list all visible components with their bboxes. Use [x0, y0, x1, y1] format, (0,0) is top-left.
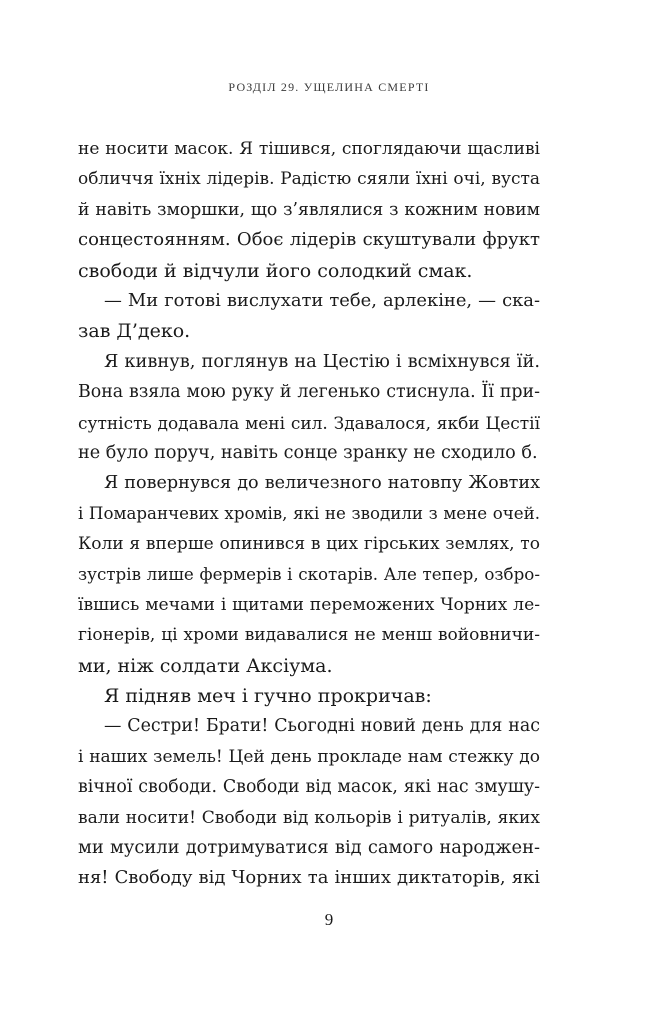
text-line: ми, ніж солдати Аксіума. [78, 654, 333, 677]
text-line: свободи й відчули його солодкий смак. [78, 259, 473, 282]
text-line: Я повернувся до величезного натовпу Жовтих [104, 473, 540, 494]
page-number: 9 [324, 910, 334, 929]
text-line: ми мусили дотримуватися від самого народжен- [78, 836, 540, 858]
text-line: вали носити! Свободи від кольорів і ритуалів, яких [78, 807, 540, 828]
text-line: і наших земель! Цей день прокладе нам стежку до [78, 746, 540, 767]
text-line: вічної свободи. Свободи від масок, які нас змушу- [78, 777, 540, 798]
text-line: гіонерів, ці хроми видавалися не менш войовничи- [78, 625, 540, 646]
body-text [78, 134, 540, 894]
text-line: обличчя їхніх лідерів. Радістю сяяли їхні очі, вуста [78, 169, 540, 190]
text-line: Я кивнув, поглянув на Цестію і всміхнувся їй. [104, 350, 540, 372]
text-line: Я підняв меч і гучно прокричав: [104, 685, 432, 708]
text-line: сонцестоянням. Обоє лідерів скуштували фрукт [78, 229, 540, 251]
text-line: — Сестри! Брати! Сьогодні новий день для нас [104, 716, 540, 737]
text-line: не носити масок. Я тішився, споглядаючи щасливі [78, 139, 540, 159]
text-line: Коли я вперше опинився в цих гірських землях, то [78, 534, 540, 555]
text-line: — Ми готові вислухати тебе, арлекіне, — ска- [104, 289, 540, 311]
text-line: ївшись мечами і щитами переможених Чорних ле- [78, 594, 540, 615]
text-line: не було поруч, навіть сонце зранку не сходило б. [78, 442, 538, 463]
text-line: й навіть зморшки, що з’являлися з кожним новим [78, 199, 540, 220]
text-line: ня! Свободу від Чорних та інших диктаторів, які [78, 867, 540, 889]
running-head: РОЗДІЛ 29. УЩЕЛИНА СМЕРТІ [228, 80, 430, 94]
text-line: зав Д’деко. [78, 320, 191, 343]
text-line: і Помаранчевих хромів, які не зводили з мене очей. [78, 503, 540, 523]
text-line: зустрів лише фермерів і скотарів. Але тепер, озбро- [78, 564, 540, 585]
text-line: Вона взяла мою руку й легенько стиснула. Її при- [78, 382, 540, 403]
text-line: сутність додавала мені сил. Здавалося, якби Цестії [78, 412, 540, 433]
